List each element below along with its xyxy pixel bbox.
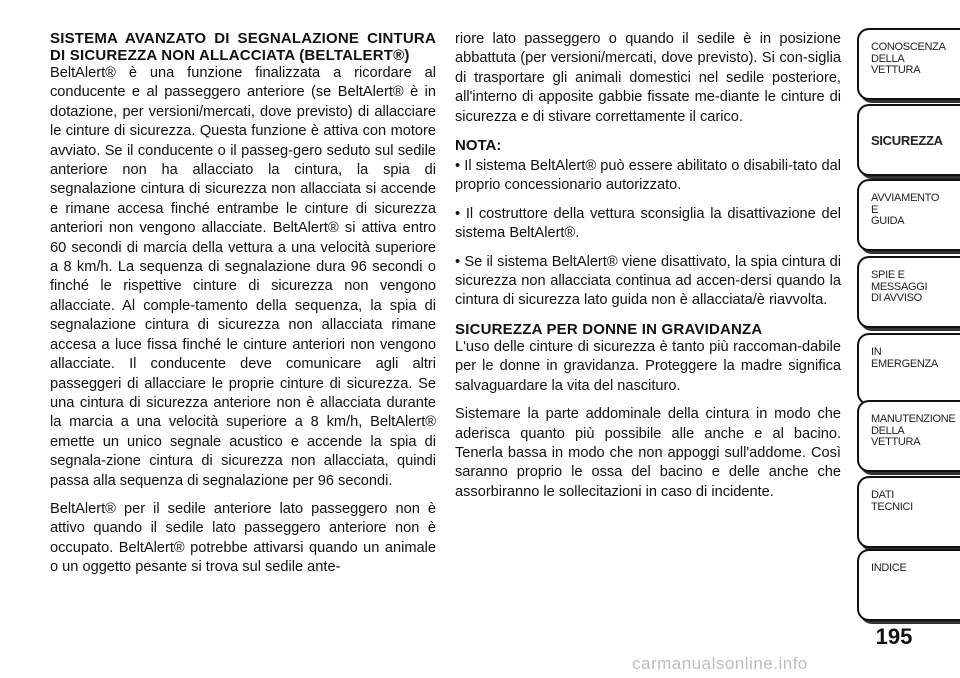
chapter-tab[interactable] xyxy=(857,104,960,176)
chapter-tab-label: E xyxy=(871,203,879,216)
chapter-tab-label: AVVIAMENTO xyxy=(871,192,940,204)
chapter-tab-label: SPIE E xyxy=(871,269,905,281)
chapter-tab[interactable] xyxy=(857,179,960,251)
watermark: carmanualsonline.info xyxy=(632,654,808,673)
chapter-tab-label: VETTURA xyxy=(871,64,921,76)
chapter-tab-label: EMERGENZA xyxy=(871,357,938,370)
chapter-tab[interactable] xyxy=(857,549,960,621)
chapter-tab[interactable] xyxy=(857,333,960,405)
chapter-tab-label: VETTURA xyxy=(871,436,921,448)
page-number: 195 xyxy=(875,624,913,649)
paragraph: Sistemare la parte addominale della cintura in modo che aderisca quanto più possibile alle anche e al bacino. Tenerla bassa in modo che non appoggi sull'addome. Così saranno proprio le ossa del bacino e delle anche che assorbiranno le sollecitazioni in caso di incidente. xyxy=(455,406,841,500)
paragraph: riore lato passeggero o quando il sedile è in posizione abbattuta (per versioni/mercati, dove previsto). Si con-siglia di trasportare gli animali domestici nel sedile posteriore, all'interno di apposite gabbie fissate me-diante le cinture di sicurezza e di stivare correttamente il carico. xyxy=(455,31,841,125)
chapter-tab[interactable] xyxy=(857,476,960,548)
left-column xyxy=(50,30,436,587)
note-item: • Se il sistema BeltAlert® viene disattivato, la spia cintura di sicurezza non allacciata continua ad accen-dersi quando la cintura di sicurezza lato guida non è allacciata/è riavvolta. xyxy=(455,253,841,309)
chapter-tab-label: DI AVVISO xyxy=(871,292,922,304)
chapter-tab-label: DELLA xyxy=(871,52,905,65)
chapter-tab-label: GUIDA xyxy=(871,215,905,227)
chapter-tab[interactable] xyxy=(857,28,960,100)
chapter-tab-label: TECNICI xyxy=(871,500,913,513)
chapter-tab-label: DATI xyxy=(871,489,895,501)
chapter-tabs xyxy=(857,28,960,623)
paragraph: BeltAlert® per il sedile anteriore lato passeggero non è attivo quando il sedile lato passeggero anteriore non è occupato. BeltAlert® potrebbe attivarsi quando un animale o un oggetto pesante si trova sul sedile ante- xyxy=(50,500,436,576)
paragraph: L'uso delle cinture di sicurezza è tanto più raccoman-dabile per le donne in gravidanza. Proteggere la madre significa salvaguardare la vita del nascituro. xyxy=(455,338,841,394)
right-column xyxy=(455,30,841,511)
chapter-tab[interactable] xyxy=(857,400,960,472)
section-heading-beltalert: SISTEMA AVANZATO DI SEGNALAZIONE CINTURA DI SICUREZZA NON ALLACCIATA (BELTALERT®) xyxy=(50,30,436,64)
note-item: • Il costruttore della vettura sconsiglia la disattivazione del sistema BeltAlert®. xyxy=(455,205,841,242)
chapter-tab-label: INDICE xyxy=(871,562,907,574)
chapter-tab-label: MANUTENZIONE xyxy=(871,413,956,425)
chapter-tab-label: DELLA xyxy=(871,424,905,437)
chapter-tab-label: IN xyxy=(871,346,882,358)
paragraph: BeltAlert® è una funzione finalizzata a ricordare al conducente e al passeggero anteriore (se BeltAlert® è in dotazione, per versioni/mercati, dove previsto) di allacciare le cinture di sicurezza. Questa funzione è attiva con motore avviato. Se il conducente o il passeg-gero seduto sul sedile anteriore non ha allacciato la cintura, la spia di segnalazione cintura di sicurezza non allacciata si accende e rimane accesa finché entrambe le cinture di sicurezza anteriori non vengono allacciate. BeltAlert® si attiva entro 60 secondi di marcia della vettura a una velocità superiore a 8 km/h. La sequenza di segnalazione dura 96 secondi o finché le rispettive cinture di sicurezza non vengono allacciate. Al comple-tamento della sequenza, la spia di segnalazione cintura di sicurezza non allacciata rimane accesa a luce fissa finché le cinture anteriori non vengono allacciate. Il conducente deve comunicare agli altri passeggeri di allacciare le proprie cinture di sicurezza. Se una cintura di sicurezza anteriore non è allacciata durante la marcia a una velocità superiore a 8 km/h, BeltAlert® emette un unico segnale acustico e accende la spia di segnala-zione cintura di sicurezza non allacciata, quindi passa alla sequenza di segnalazione per 96 secondi. xyxy=(50,65,436,489)
chapter-tab-label: SICUREZZA xyxy=(871,133,943,148)
chapter-tab[interactable] xyxy=(857,256,960,328)
note-item: • Il sistema BeltAlert® può essere abilitato o disabili-tato dal proprio concessionario autorizzato. xyxy=(455,158,841,194)
section-heading-pregnancy: SICUREZZA PER DONNE IN GRAVIDANZA xyxy=(455,320,763,338)
chapter-tab-label: CONOSCENZA xyxy=(871,41,946,53)
chapter-tab-label: MESSAGGI xyxy=(871,280,928,293)
note-heading: NOTA: xyxy=(455,137,502,155)
